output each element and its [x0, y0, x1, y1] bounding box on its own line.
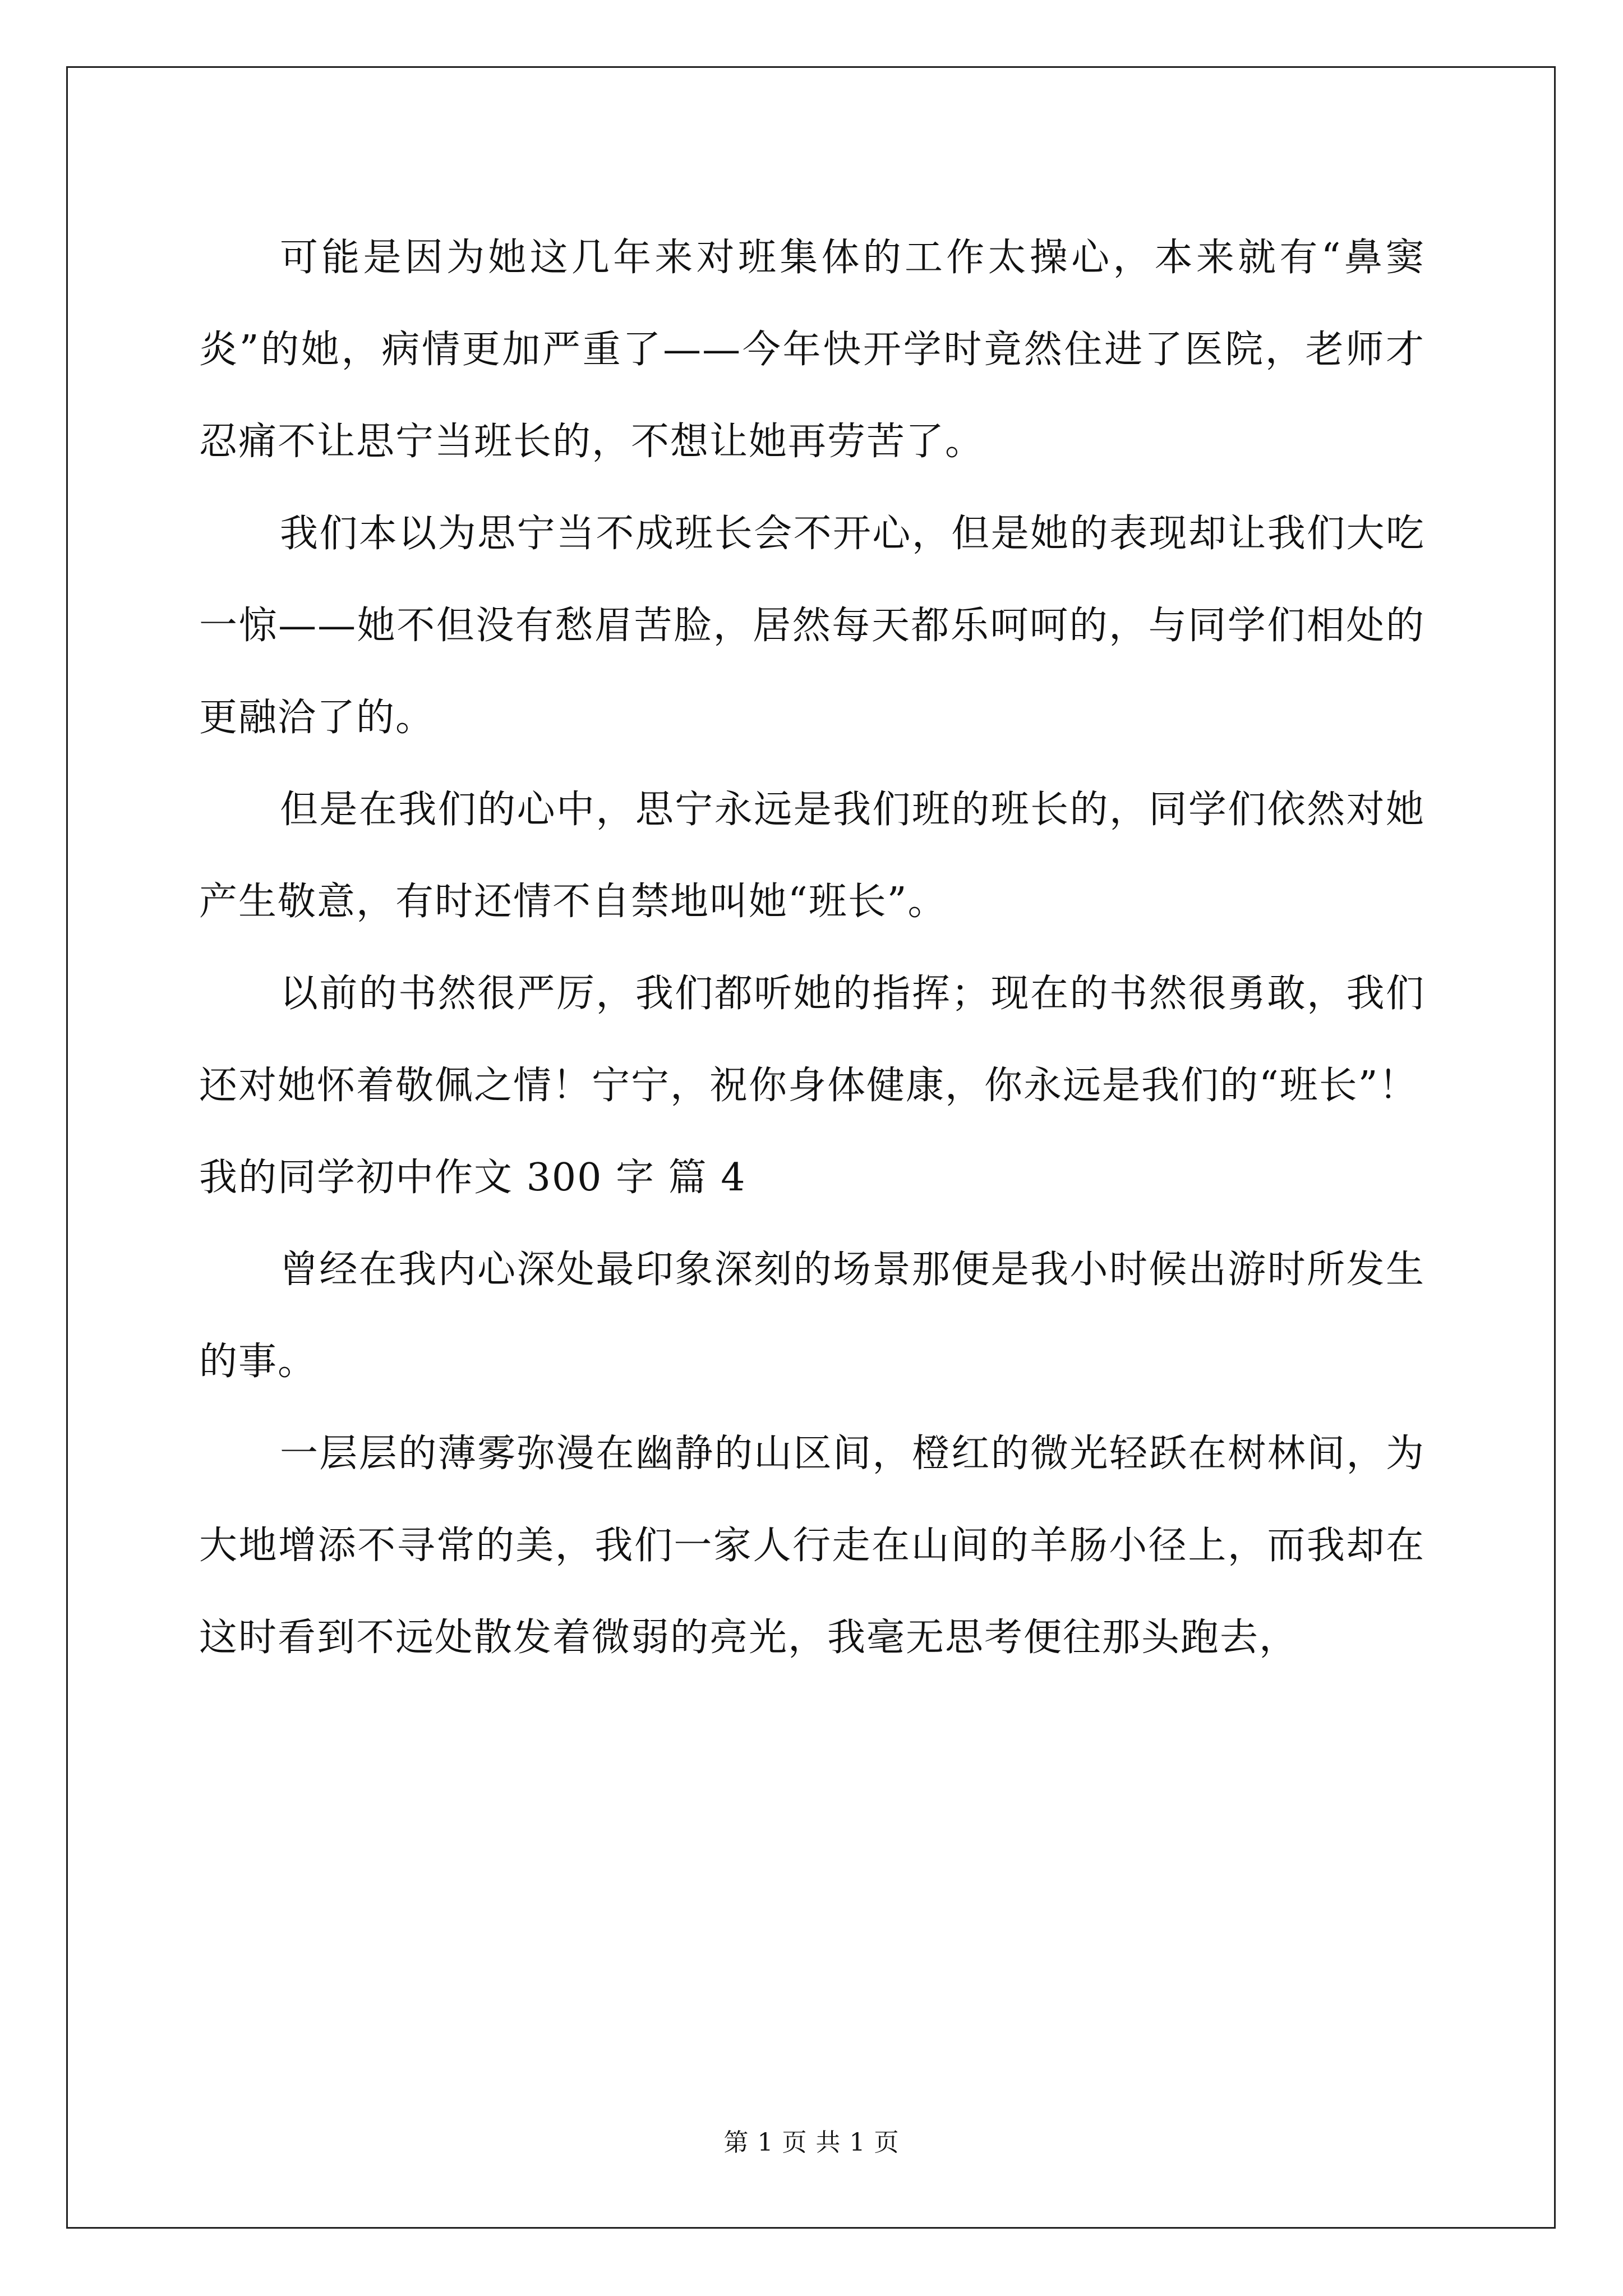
page-footer: 第 1 页 共 1 页: [723, 2128, 900, 2157]
paragraph-4: 以前的书然很严厉，我们都听她的指挥；现在的书然很勇敢，我们还对她怀着敬佩之情！宁宁，祝你身体健康，你永远是我们的“班长”！: [199, 972, 1425, 1108]
paragraph-6: 一层层的薄雾弥漫在幽静的山区间，橙红的微光轻跃在树林间，为大地增添不寻常的美，我们一家人行走在山间的羊肠小径上，而我却在这时看到不远处散发着微弱的亮光，我毫无思考便往那头跑去，: [199, 1432, 1425, 1660]
paragraph-2: 我们本以为思宁当不成班长会不开心，但是她的表现却让我们大吃一惊——她不但没有愁眉苦脸，居然每天都乐呵呵的，与同学们相处的更融洽了的。: [199, 512, 1425, 740]
document-body: [199, 212, 1425, 1684]
paragraph-1: 可能是因为她这几年来对班集体的工作太操心，本来就有“鼻窦炎”的她，病情更加严重了——今年快开学时竟然住进了医院，老师才忍痛不让思宁当班长的，不想让她再劳苦了。: [199, 236, 1425, 464]
section-heading: 我的同学初中作文 300 字 篇 4: [199, 1156, 746, 1200]
paragraph-3: 但是在我们的心中，思宁永远是我们班的班长的，同学们依然对她产生敬意，有时还情不自禁地叫她“班长”。: [199, 788, 1425, 924]
paragraph-5: 曾经在我内心深处最印象深刻的场景那便是我小时候出游时所发生的事。: [199, 1248, 1425, 1384]
